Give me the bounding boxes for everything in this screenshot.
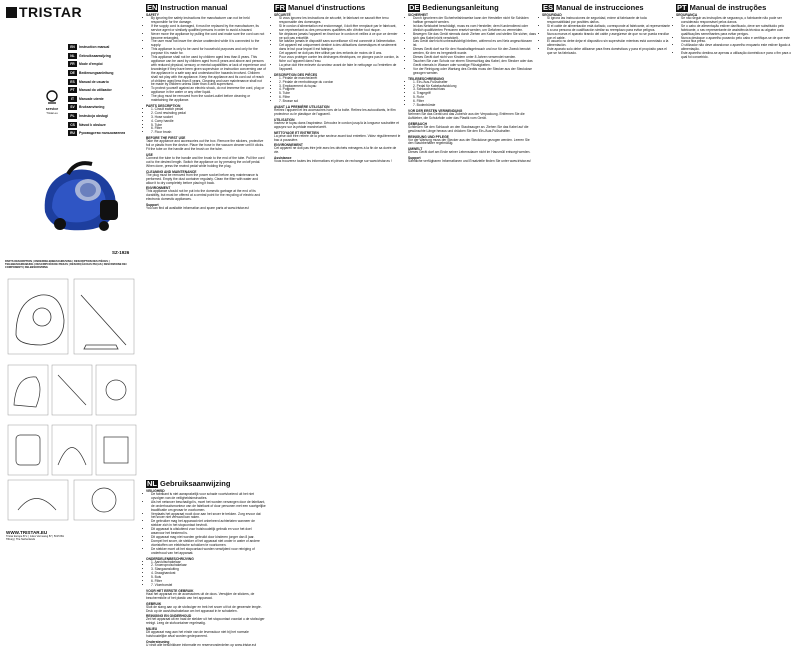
list-item: • Bewegen Sie das Gerät niemals durch Ziehen am Kabel und stellen Sie sicher, dass sich das Kabel nicht verwickelt. xyxy=(413,33,536,41)
list-item: • 2. Pédale de rembobinage du cordon xyxy=(279,81,402,85)
list-item: • This appliance shall not be used by children aged less than 8 years. This appliance can be used by children aged from 8 years and above and persons with reduced physical, sensory or mental capabilities or lack of experience and knowledge if they have been given supervision or instruction concerning use of the appliance in a safe way and understand the hazards involved. Children shall not play with the appliance. Keep the appliance and its cord out of reach of children aged less than 8 years. Cleaning and user maintenance shall not be made by children unless older than 8 and supervised. xyxy=(151,56,266,87)
section-language-code: DE xyxy=(409,3,420,12)
language-code: PT xyxy=(68,87,77,93)
list-item: • Ne déplacez jamais l'appareil en tirant sur le cordon et veillez à ce que ce dernier ne soit pas entortillé. xyxy=(279,33,402,41)
manual-section-es xyxy=(542,4,670,572)
es-safety-list xyxy=(542,17,670,56)
list-item: • Ne laissez jamais le dispositif sans surveillance s'il est connecté à l'alimentation. xyxy=(279,40,402,44)
nl-before-text: Haal het apparaat en de accessoires uit de doos. Verwijder de stickers, de beschermfolie of het plastic van het apparaat. xyxy=(146,591,255,600)
list-item: • Dompel het snoer, de stekker of het apparaat niet onder in water of andere vloeistoffen om elektrische schokken te voorkomen. xyxy=(151,540,266,548)
list-item: • Se o cabo de alimentação estiver danificado, deve ser substituído pelo fabricante, o seu representante de assistência técnica ou alguém com qualificações semelhantes para evitar perigos. xyxy=(681,25,798,37)
en-use-heading: USE xyxy=(146,153,153,157)
language-code: EN xyxy=(68,44,77,50)
model-number: SZ-1926 xyxy=(112,250,130,255)
manual-section-nl xyxy=(146,479,266,648)
list-item: • 7. Floor brush xyxy=(151,131,266,135)
list-item: • To protect yourself against an electric shock, do not immerse the cord, plug or appliance in the water or any other liquid. xyxy=(151,87,266,95)
list-item: • Dit apparaat is uitsluitend voor huishoudelijk gebruik en voor het doel waarvoor het bestemd is. xyxy=(151,528,266,536)
en-support-heading: Support xyxy=(146,203,159,208)
nl-support-heading: Ondersteuning xyxy=(146,640,170,645)
list-item: • Durch Ignorieren der Sicherheitshinweise kann der Hersteller nicht für Schäden haftbar gemacht werden. xyxy=(413,17,536,25)
manual-section-pt xyxy=(676,4,798,572)
section-title-text: Bedienungsanleitung xyxy=(422,3,499,12)
fr-cleaning-heading: NETTOYAGE ET ENTRETIEN xyxy=(274,130,319,135)
list-item: • 4. Carry handle xyxy=(151,120,266,124)
fr-safety-heading: SÉCURITÉ xyxy=(274,13,291,17)
language-item-nl xyxy=(68,52,140,61)
parts-diagrams xyxy=(6,275,138,525)
list-item: • 5. Tube xyxy=(279,92,402,96)
section-title xyxy=(542,4,670,12)
language-name: Manual de usuario xyxy=(79,79,109,84)
list-item: • The plug must be removed from the socket-outlet before cleaning or maintaining the appliance. xyxy=(151,95,266,103)
list-item: • 6. Filtre xyxy=(279,96,402,100)
de-env-text: Dieses Gerät darf am Ende seiner Lebensdauer nicht im Hausmüll entsorgt werden. xyxy=(408,150,531,155)
service-logo: service Tristar.eu xyxy=(42,90,62,115)
list-item: • Si ignora las instrucciones de seguridad, exime al fabricante de toda responsabilidad por posibles daños. xyxy=(547,17,670,25)
de-before-heading: VOR DER ERSTEN VERWENDUNG xyxy=(408,108,463,113)
list-item: • 2. Snoeroprolschakelaar xyxy=(151,564,266,568)
language-item-en xyxy=(68,43,140,52)
list-item: • If the supply cord is damaged, it must be replaced by the manufacturer, its service agent or similarly qualified persons in order to avoid a hazard. xyxy=(151,25,266,33)
en-support-text: You can find all available information and spare parts at www.tristar.eu! xyxy=(146,206,250,211)
language-code: NL xyxy=(68,53,77,59)
fr-env-text: Cet appareil ne doit pas être jeté avec les déchets ménagers à la fin de sa durée de vie. xyxy=(274,146,397,155)
en-cleaning-text: The plug must be removed from the power socket before any maintenance is performed. Empty the dust container regularly. Clean the filter with water and allow it to dry completely before placing it back. xyxy=(146,172,259,185)
list-item: • Cet appareil est uniquement destiné à des utilisations domestiques et seulement dans le but pour lequel il est fabriqué. xyxy=(279,44,402,52)
service-icon xyxy=(45,90,59,106)
section-title xyxy=(274,4,402,12)
language-item-pl xyxy=(68,112,140,121)
fr-support-text: Vous trouverez toutes les informations et pièces de rechange sur www.tristar.eu ! xyxy=(274,159,393,164)
de-cleaning-text: Vor der Wartung muss der Stecker aus der Steckdose gezogen werden. Leeren Sie den Staubbehälter regelmäßig. xyxy=(408,137,530,146)
list-item: • Si vous ignorez les instructions de sécurité, le fabricant ne saurait être tenu responsable des dommages. xyxy=(279,17,402,25)
list-item: • 3. Emplacement du tuyau xyxy=(279,85,402,89)
list-item: • 1. Ein-/Aus-Fußschalter xyxy=(413,81,536,85)
en-parts-heading: PARTS DESCRIPTION xyxy=(146,103,181,108)
section-title-text: Manual de instrucciones xyxy=(556,3,644,12)
de-use-heading: GEBRAUCH xyxy=(408,121,428,126)
section-language-code: ES xyxy=(543,3,554,12)
language-name: Gebruiksaanwijzing xyxy=(79,53,111,58)
en-parts-list xyxy=(146,108,266,135)
list-item: • De stekker moet uit het stopcontact worden verwijderd voor reiniging of onderhoud van het apparaat. xyxy=(151,548,266,556)
section-language-code: NL xyxy=(147,479,157,488)
company-address: Tristar Europe B.V. | Jules Verneweg 87 | 5015 BH Tilburg | The Netherlands xyxy=(6,535,64,542)
list-item: • Si le cordon d'alimentation est endommagé, il doit être remplacé par le fabricant, son représentant ou des personnes qualifiées afin d'éviter tout risque. xyxy=(279,25,402,33)
list-item: • 5. Buis xyxy=(151,576,266,580)
language-name: Bruksanvisning xyxy=(79,105,105,110)
list-item: • Este aparelho destina-se apenas a utilização doméstica e para o fim para o qual foi concebido. xyxy=(681,52,798,60)
de-support-heading: Support xyxy=(408,156,421,161)
language-item-es xyxy=(68,77,140,86)
nl-safety-list xyxy=(146,493,266,556)
section-title-text: Instruction manual xyxy=(160,3,228,12)
language-code: SV xyxy=(68,104,77,110)
list-item: • Das Gerät darf nicht unbeaufsichtigt bleiben, während es am Netz angeschlossen ist. xyxy=(413,40,536,48)
list-item: • Vor der Reinigung oder Wartung des Geräts muss der Stecker aus der Steckdose gezogen werden. xyxy=(413,68,536,76)
list-item: • 4. Tragegriff xyxy=(413,92,536,96)
language-item-ru xyxy=(68,129,140,138)
section-title-text: Manual de instruções xyxy=(689,3,767,12)
nl-parts-heading: ONDERDELENBESCHRIJVING xyxy=(146,556,194,561)
fr-cleaning-text: La prise doit être retirée de la prise secteur avant tout entretien. Videz régulièrement le bac à poussière. xyxy=(274,133,401,142)
vacuum-cleaner-image xyxy=(30,142,130,242)
list-item: • 5. Rohr xyxy=(413,96,536,100)
list-item: • By ignoring the safety instructions the manufacturer can not be held responsible for the damage. xyxy=(151,17,266,25)
en-safety-list xyxy=(146,17,266,103)
list-item: • Dieses Gerät darf nicht von Kindern unter 8 Jahren verwendet werden. xyxy=(413,56,536,60)
list-item: • Never move the appliance by pulling the cord and make sure the cord can not become entangled. xyxy=(151,33,266,41)
list-item: • De fabrikant is niet aansprakelijk voor schade voortvloeiend uit het niet opvolgen van de veiligheidsinstructies. xyxy=(151,493,266,501)
language-name: Manuale utente xyxy=(79,96,104,101)
section-language-code: EN xyxy=(147,3,158,12)
de-support-text: Sämtliche verfügbaren Informationen und Ersatzteile finden Sie unter www.tristar.eu! xyxy=(408,159,532,164)
de-use-text: Schließen Sie den Schlauch an den Staubsauger an. Ziehen Sie das Kabel auf die gewünschte Länge heraus und drücken Sie den Ein-/Aus-Fußschalter. xyxy=(408,124,529,133)
list-item: • Ist das Netzkabel beschädigt, muss es vom Hersteller, dem Kundendienst oder ähnlich qualifizierten Personen ersetzt werden, um Gefahren zu vermeiden. xyxy=(413,25,536,33)
list-item: • 1. Aan/uitschakelaar xyxy=(151,561,266,565)
fr-use-heading: UTILISATION xyxy=(274,117,295,122)
de-env-heading: UMWELT xyxy=(408,147,423,152)
list-item: • Als het netsnoer beschadigd is, moet het worden vervangen door de fabrikant, de onderhoudsmonteur van de fabrikant of door personen met een soortgelijke kwalificatie om gevaar te voorkomen. xyxy=(151,501,266,513)
nl-support-text: U vindt alle beschikbare informatie en reserveonderdelen op www.tristar.eu! xyxy=(146,643,257,648)
fr-before-heading: AVANT LA PREMIÈRE UTILISATION xyxy=(274,105,330,110)
list-item: • The user must not leave the device unattended while it is connected to the supply. xyxy=(151,40,266,48)
nl-env-heading: MILIEU xyxy=(146,627,158,632)
section-title-text: Manuel d'instructions xyxy=(288,3,366,12)
list-item: • El usuario no debe dejar el dispositivo sin supervisión mientras está conectado a la alimentación. xyxy=(547,40,670,48)
list-item: • Dit apparaat mag niet worden gebruikt door kinderen jonger dan 8 jaar. xyxy=(151,536,266,540)
fr-safety-list xyxy=(274,17,402,72)
list-item: • 2. Pedal für Kabelaufwicklung xyxy=(413,85,536,89)
language-item-cs xyxy=(68,120,140,129)
cover-panel xyxy=(0,0,142,575)
section-language-code: PT xyxy=(677,3,687,12)
language-item-sv xyxy=(68,103,140,112)
language-code: DE xyxy=(68,70,77,76)
nl-parts-list xyxy=(146,561,266,588)
language-name: Manual do utilizador xyxy=(79,88,112,93)
list-item: • 4. Draaghandvat xyxy=(151,572,266,576)
fr-use-text: Insérez le tuyau dans l'aspirateur. Déroulez le cordon jusqu'à la longueur souhaitée et appuyez sur la pédale marche/arrêt. xyxy=(274,120,399,129)
list-item: • 2. Cord rewinding pedal xyxy=(151,112,266,116)
language-code: RU xyxy=(68,130,77,136)
de-parts-heading: TEILEBESCHREIBUNG xyxy=(408,76,445,81)
list-item: • Si el cable de alimentación está dañado, corresponde al fabricante, al representante o a una persona de cualificación similar su reemplazo para evitar peligros. xyxy=(547,25,670,33)
manual-section-de xyxy=(408,4,536,572)
nl-env-text: Dit apparaat mag aan het einde van de levensduur niet bij het normale huishoudelijke afval worden gedeponeerd. xyxy=(146,630,249,639)
section-title xyxy=(146,480,266,488)
list-item: • La prise doit être enlevée du secteur avant de faire le nettoyage ou l'entretien de l'appareil. xyxy=(279,64,402,72)
language-item-it xyxy=(68,95,140,104)
list-item: • Tauchen Sie zum Schutz vor einem Stromschlag das Kabel, den Stecker oder das Gerät niemals in Wasser oder sonstige Flüssigkeiten. xyxy=(413,60,536,68)
language-item-fr xyxy=(68,60,140,69)
section-title xyxy=(408,4,536,12)
de-parts-list xyxy=(408,81,536,108)
pt-safety-heading: SEGURANÇA xyxy=(676,13,698,17)
de-cleaning-heading: REINIGUNG UND PFLEGE xyxy=(408,134,449,139)
section-title xyxy=(676,4,798,12)
list-item: • 1. Circuit switch pedal xyxy=(151,108,266,112)
language-item-pt xyxy=(68,86,140,95)
fr-env-heading: ENVIRONNEMENT xyxy=(274,143,303,148)
language-name: Návod k obsluze xyxy=(79,122,106,127)
list-item: • 6. Filter xyxy=(413,100,536,104)
list-item: • Cet appareil ne doit pas être utilisé par des enfants de moins de 8 ans. xyxy=(279,52,402,56)
nl-cleaning-heading: REINIGING EN ONDERHOUD xyxy=(146,614,192,619)
language-code: PL xyxy=(68,113,77,119)
nl-use-heading: GEBRUIK xyxy=(146,601,162,606)
list-item: • Dieses Gerät darf nur für den Haushaltsgebrauch und nur für den Zweck benutzt werden, für den es hergestellt wurde. xyxy=(413,48,536,56)
list-item: • 6. Filter xyxy=(151,580,266,584)
nl-use-text: Sluit de slang aan op de stofzuiger en trek het snoer uit tot de gewenste lengte. Druk op de aan/uitschakelaar om het apparaat in te schakelen. xyxy=(146,604,262,613)
en-cleaning-heading: CLEANING AND MAINTENANCE xyxy=(146,169,197,174)
en-use-text: Connect the tube to the handle and the brush to the end of the tube. Pull the cord out to the desired length. Switch the appliance on by pressing the on/off pedal. When done, press the rewind pedal while holding the plug. xyxy=(146,156,265,168)
en-before-heading: BEFORE THE FIRST USE xyxy=(146,136,186,141)
section-title-text: Gebruiksaanwijzing xyxy=(160,479,231,488)
list-item: • 4. Poignée xyxy=(279,88,402,92)
list-item: • O utilizador não deve abandonar o aparelho enquanto este estiver ligado à alimentação. xyxy=(681,44,798,52)
list-item: • 7. Brosse sol xyxy=(279,100,402,104)
list-item: • This appliance is only to be used for household purposes and only for the purpose it is made for. xyxy=(151,48,266,56)
language-name: Instruction manual xyxy=(79,45,110,50)
list-item: • 7. Vloerborstel xyxy=(151,584,266,588)
website-link[interactable]: WWW.TRISTAR.EU xyxy=(6,530,48,535)
nl-before-heading: VOOR HET EERSTE GEBRUIK xyxy=(146,588,194,593)
section-language-code: FR xyxy=(275,3,285,12)
language-code: IT xyxy=(68,96,77,102)
de-safety-list xyxy=(408,17,536,76)
fr-before-text: Retirez l'appareil et les accessoires hors de la boîte. Retirez les autocollants, le film protecteur ou le plastique de l'appareil. xyxy=(274,108,396,116)
fr-parts-heading: DESCRIPTION DES PIÈCES xyxy=(274,72,318,77)
manual-section-fr xyxy=(274,4,402,572)
language-code: ES xyxy=(68,79,77,85)
list-item: • 5. Tube xyxy=(151,124,266,128)
list-item: • 3. Schlauchanschluss xyxy=(413,88,536,92)
list-item: • 6. Filter xyxy=(151,127,266,131)
fr-parts-list xyxy=(274,77,402,104)
list-item: • De gebruiker mag het apparaat niet onbeheerd achterlaten wanneer de stekker zich in het stopcontact bevindt. xyxy=(151,520,266,528)
list-item: • 3. Slangaansluiting xyxy=(151,568,266,572)
list-item: • Verplaats het apparaat nooit door aan het snoer te trekken. Zorg ervoor dat het snoer niet verward kan raken. xyxy=(151,513,266,521)
language-name: Instrukcja obsługi xyxy=(79,114,109,119)
nl-cleaning-text: Zet het apparaat uit en haal de stekker uit het stopcontact voordat u de stofzuiger reinigt. Leeg de stofcontainer regelmatig. xyxy=(146,617,265,626)
list-item: • Se não seguir as instruções de segurança, o fabricante não pode ser considerado responsável pelos danos. xyxy=(681,17,798,25)
es-safety-heading: SEGURIDAD xyxy=(542,13,562,17)
list-item: • Pour vous protéger contre les décharges électriques, ne plongez pas le cordon, la fiche ou l'appareil dans l'eau. xyxy=(279,56,402,64)
language-code: FR xyxy=(68,61,77,67)
language-name: Mode d'emploi xyxy=(79,62,103,67)
parts-heading-row: PARTS DESCRIPTION | ONDERDELENBESCHRIJVING | DESCRIPTION DES PIÈCES | TEILEBESCHREIBUNG | DESCRIPCIÓN DE PIEZAS | DESCRIÇÃO DAS PEÇAS | DESCRIZIONE DEI COMPONENTI | DELBESKRIVNING xyxy=(5,260,127,270)
list-item: • Este aparato solo debe utilizarse para fines domésticos y para el propósito para el que se ha fabricado. xyxy=(547,48,670,56)
language-item-de xyxy=(68,69,140,78)
en-safety-heading: SAFETY xyxy=(146,13,160,17)
nl-safety-heading: VEILIGHEID xyxy=(146,489,165,493)
list-item: • 7. Bodenbürste xyxy=(413,104,536,108)
list-item: • 1. Pédale de marche/arrêt xyxy=(279,77,402,81)
fr-support-heading: Assistance xyxy=(274,156,292,161)
brand-logo: TRISTAR xyxy=(6,4,82,20)
section-title xyxy=(146,4,266,12)
pt-safety-list xyxy=(676,17,798,60)
language-list xyxy=(68,43,140,138)
list-item: • 3. Hose socket xyxy=(151,116,266,120)
language-code: CS xyxy=(68,122,77,128)
list-item: • Nunca mueva el aparato tirando del cable y asegúrese de que no se pueda enrollar con el cable. xyxy=(547,33,670,41)
de-safety-heading: SICHERHEIT xyxy=(408,13,428,17)
en-before-text: Take the appliance and accessories out the box. Remove the stickers, protective foil or plastic from the device. Place the hose in the vacuum cleaner until it clicks. Fit the tube on the handle and the brush on the tube. xyxy=(146,139,265,152)
language-name: Руководство пользователя xyxy=(79,131,126,136)
list-item: • Nunca desloque o aparelho puxando pelo cabo e certifique-se de que este nunca fica preso. xyxy=(681,37,798,45)
en-env-text: This appliance should not be put into the domestic garbage at the end of its durability, but must be offered at a central point for the recycling of electric and electronic domestic appliances. xyxy=(146,189,261,202)
language-name: Bedienungsanleitung xyxy=(79,71,114,76)
footer xyxy=(6,530,72,541)
manual-section-en xyxy=(146,4,266,474)
de-before-text: Nehmen Sie das Gerät und das Zubehör aus der Verpackung. Entfernen Sie die Aufkleber, die Schutzfolie oder das Plastik vom Gerät. xyxy=(408,111,525,120)
en-env-heading: ENVIRONMENT xyxy=(146,186,171,191)
